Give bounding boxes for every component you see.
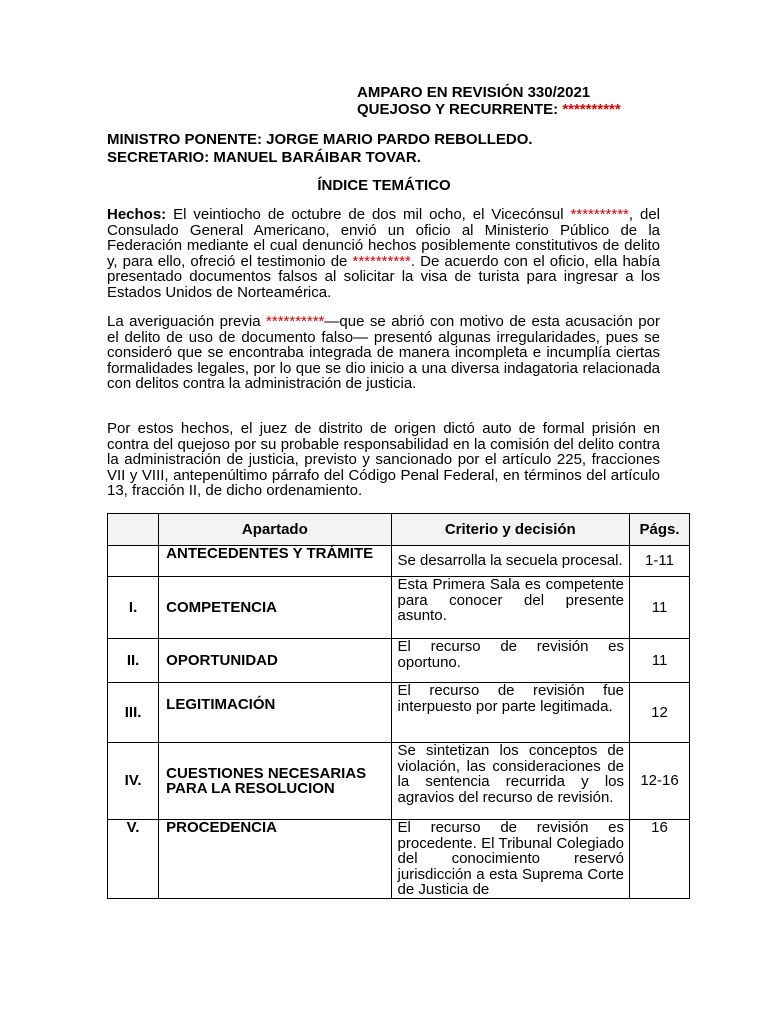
row-num: II.	[108, 639, 159, 683]
table-row	[108, 820, 690, 899]
row-criterio: Se sintetizan los conceptos de violación, las consideraciones de la sentencia recurrida y los agravios del recurso de revisión.	[391, 743, 629, 820]
paragraph-hechos-conclusion: Por estos hechos, el juez de distrito de origen dictó auto de formal prisión en contra del quejoso por su probable responsabilidad en la comisión del delito contra la administración de justicia, previsto y sancionado por el artículo 225, fracciones VII y VIII, antepenúltimo párrafo del Código Penal Federal, en términos del artículo 13, fracción II, de dicho ordenamiento.	[107, 420, 660, 500]
table-row	[108, 639, 690, 683]
row-pags: 16	[630, 820, 690, 899]
index-title: ÍNDICE TEMÁTICO	[317, 177, 451, 194]
row-apartado: OPORTUNIDAD	[159, 639, 391, 683]
p2-text-a: La averiguación previa	[107, 313, 267, 330]
p1-redacted-2: **********	[352, 252, 411, 270]
ministro-ponente: MINISTRO PONENTE: JORGE MARIO PARDO REBOLLEDO.	[107, 131, 533, 148]
quejoso-label: QUEJOSO Y RECURRENTE:	[357, 101, 559, 118]
row-criterio: El recurso de revisión fue interpuesto por parte legitimada.	[391, 683, 629, 743]
row-num: I.	[108, 577, 159, 639]
p2-text-b: —que se abrió con motivo de esta acusación por el delito de uso de documento falso— presentó algunas irregularidades, pues se consideró que se encontraba integrada de manera incompleta e incumplía ciertas formalidades legales, por lo que se dio inicio a una diversa indagatoria relacionada con delitos contra la administración de justicia.	[107, 313, 660, 393]
row-pags: 11	[630, 639, 690, 683]
row-pags: 12-16	[630, 743, 690, 820]
row-apartado: CUESTIONES NECESARIAS PARA LA RESOLUCION	[159, 743, 391, 820]
paragraph-hechos	[107, 207, 660, 301]
row-apartado: ANTECEDENTES Y TRÁMITE	[159, 546, 391, 577]
quejoso-line	[357, 101, 621, 119]
row-num: V.	[108, 820, 159, 899]
row-criterio: Esta Primera Sala es competente para conocer del presente asunto.	[391, 577, 629, 639]
row-pags: 12	[630, 683, 690, 743]
ministers-block	[107, 131, 533, 167]
secretario: SECRETARIO: MANUEL BARÁIBAR TOVAR.	[107, 149, 421, 166]
p2-redacted: **********	[266, 313, 325, 330]
row-criterio: El recurso de revisión es procedente. El Tribunal Colegiado del conocimiento reservó jurisdicción a esta Suprema Corte de Justicia de	[391, 820, 629, 899]
row-num: IV.	[108, 743, 159, 820]
row-pags: 11	[630, 577, 690, 639]
row-apartado: LEGITIMACIÓN	[159, 683, 391, 743]
p1-text-a: El veintiocho de octubre de dos mil ocho, el Vicecónsul	[166, 206, 571, 223]
header-pags: Págs.	[630, 514, 690, 546]
index-table	[107, 513, 690, 899]
table-row	[108, 577, 690, 639]
row-pags: 1-11	[630, 546, 690, 577]
row-criterio: El recurso de revisión es oportuno.	[391, 639, 629, 683]
row-apartado: COMPETENCIA	[159, 577, 391, 639]
p1-text-b: , del Consulado General Americano, envió un oficio al Ministerio Público de la Federación mediante el cual denunció hechos posiblemente constitutivos de delito y, para ello, ofreció el testimonio de	[107, 206, 660, 270]
table-row	[108, 683, 690, 743]
row-num: III.	[108, 683, 159, 743]
header-criterio: Criterio y decisión	[391, 514, 629, 546]
header-apartado: Apartado	[159, 514, 391, 546]
row-apartado: PROCEDENCIA	[159, 820, 391, 899]
header-num	[108, 514, 159, 546]
table-row	[108, 546, 690, 577]
p1-redacted-1: **********	[570, 206, 629, 223]
row-criterio: Se desarrolla la secuela procesal.	[391, 546, 629, 577]
case-number: AMPARO EN REVISIÓN 330/2021	[357, 84, 591, 101]
quejoso-redacted: **********	[562, 101, 621, 118]
paragraph-averiguacion	[107, 314, 660, 392]
hechos-label: Hechos:	[107, 206, 167, 223]
p1-text-c: . De acuerdo con el oficio, ella había presentado documentos falsos al solicitar la visa de turista para ingresar a los Estados Unidos de Norteamérica.	[107, 252, 661, 301]
row-num	[108, 546, 159, 577]
table-header-row	[108, 514, 690, 546]
table-row	[108, 743, 690, 820]
